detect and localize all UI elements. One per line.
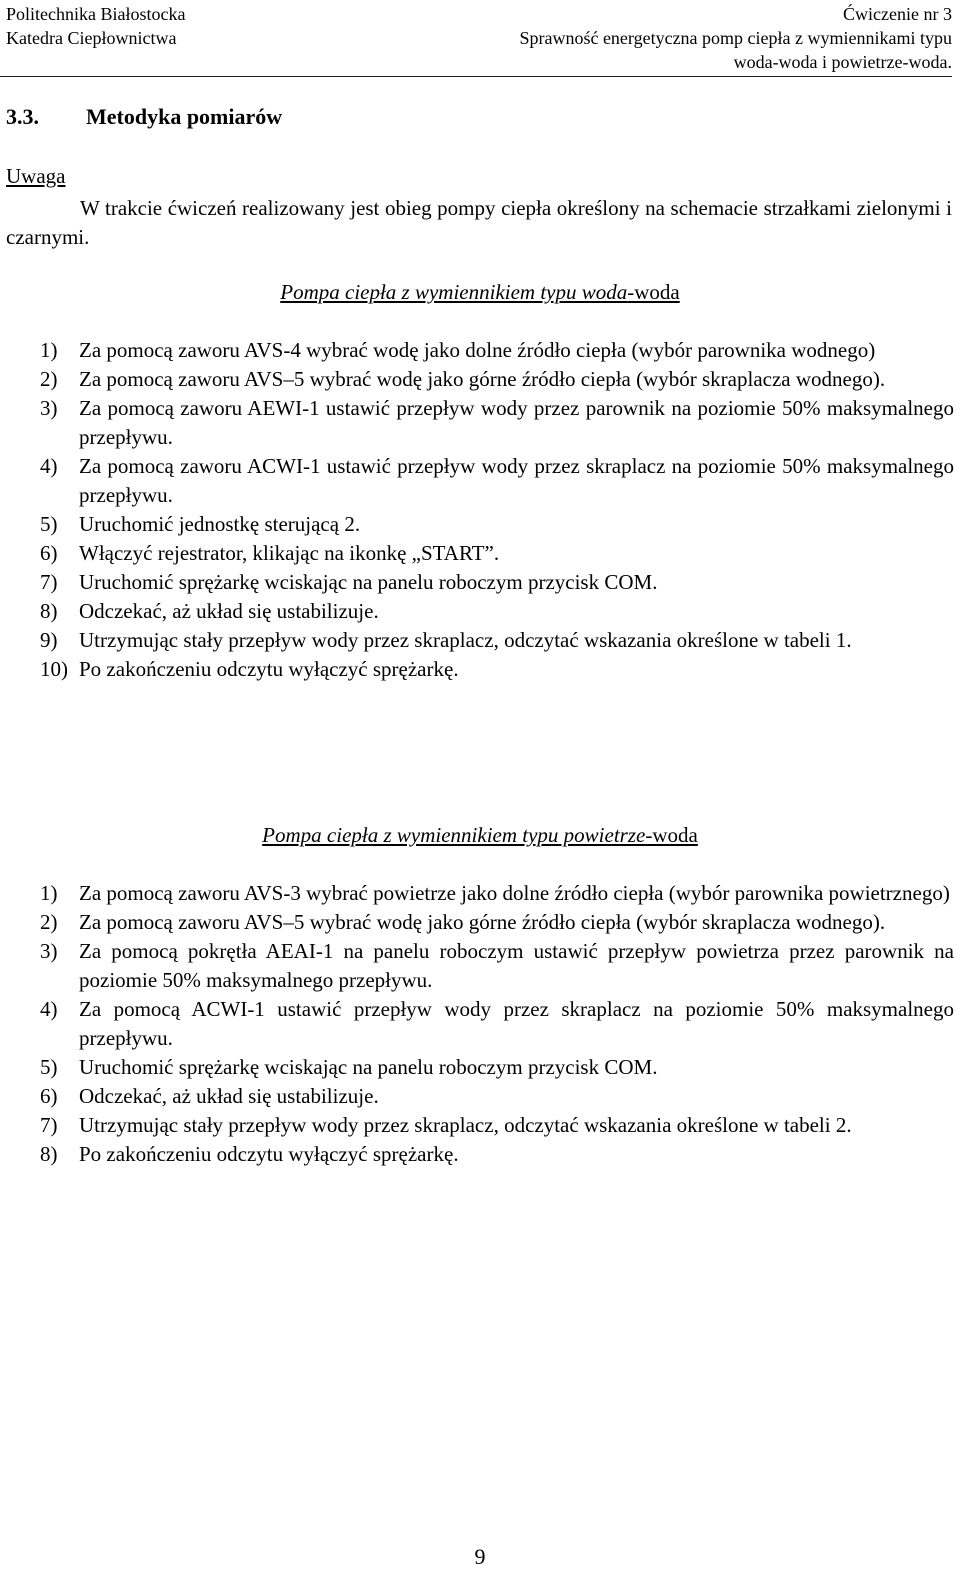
air-water-heading [0,823,960,848]
list-item [40,995,954,1053]
university-name: Politechnika Białostocka [6,4,186,24]
page-header [6,2,952,74]
list-item [40,394,954,452]
step-number: 1) [40,881,58,905]
step-text: Odczekać, aż układ się ustabilizuje. [79,1084,379,1108]
step-text: Za pomocą zaworu AVS-4 wybrać wodę jako dolne źródło ciepła (wybór parownika wodnego) [79,338,876,362]
step-number: 3) [40,939,58,963]
step-number: 4) [40,997,58,1021]
list-item [40,597,954,626]
list-item [40,452,954,510]
exercise-title-line-2: woda-woda i powietrze-woda. [733,52,952,72]
step-number: 3) [40,396,58,420]
step-text: Za pomocą zaworu ACWI-1 ustawić przepływ wody przez skraplacz na poziomie 50% maksymalnego przepływu. [79,454,954,507]
step-number: 7) [40,1113,58,1137]
header-right [519,2,952,74]
step-number: 8) [40,1142,58,1166]
step-number: 9) [40,628,58,652]
note-label: Uwaga [6,164,66,188]
list-item [40,1111,954,1140]
step-number: 5) [40,1055,58,1079]
list-item [40,1053,954,1082]
air-water-steps [40,879,954,1169]
step-text: Za pomocą zaworu AEWI-1 ustawić przepływ wody przez parownik na poziomie 50% maksymalnego przepływu. [79,396,954,449]
step-number: 10) [40,657,68,681]
step-text: Odczekać, aż układ się ustabilizuje. [79,599,379,623]
step-number: 8) [40,599,58,623]
section-title: Metodyka pomiarów [86,104,283,129]
water-water-heading [0,280,960,305]
step-text: Po zakończeniu odczytu wyłączyć sprężarkę. [79,1142,459,1166]
header-divider [0,76,952,77]
step-text: Za pomocą pokrętła AEAI-1 na panelu roboczym ustawić przepływ powietrza przez parownik na poziomie 50% maksymalnego przepływu. [79,939,954,992]
list-item [40,568,954,597]
list-item [40,336,954,365]
note-text: W trakcie ćwiczeń realizowany jest obieg pompy ciepła określony na schemacie strzałkami zielonymi i czarnymi. [6,196,952,249]
water-water-heading-italic: Pompa ciepła z wymiennikiem typu woda [280,280,628,304]
step-text: Uruchomić jednostkę sterującą 2. [79,512,361,536]
step-number: 6) [40,541,58,565]
step-text: Za pomocą zaworu AVS-3 wybrać powietrze jako dolne źródło ciepła (wybór parownika powietrznego) [79,881,950,905]
step-text: Po zakończeniu odczytu wyłączyć sprężarkę. [79,657,459,681]
step-text: Uruchomić sprężarkę wciskając na panelu roboczym przycisk COM. [79,1055,658,1079]
page-number: 9 [474,1544,486,1569]
list-item [40,655,954,684]
list-item [40,1140,954,1169]
list-item [40,539,954,568]
list-item [40,908,954,937]
exercise-title-line-1: Sprawność energetyczna pomp ciepła z wymiennikami typu [519,28,952,48]
department-name: Katedra Ciepłownictwa [6,28,177,48]
list-item [40,510,954,539]
step-text: Uruchomić sprężarkę wciskając na panelu roboczym przycisk COM. [79,570,658,594]
list-item [40,1082,954,1111]
water-water-steps [40,336,954,684]
step-number: 6) [40,1084,58,1108]
section-number: 3.3. [6,104,39,129]
section-heading [6,104,282,130]
list-item [40,937,954,995]
air-water-heading-italic: Pompa ciepła z wymiennikiem typu powietrze [262,823,646,847]
step-number: 2) [40,910,58,934]
step-text: Za pomocą zaworu AVS–5 wybrać wodę jako górne źródło ciepła (wybór skraplacza wodnego). [79,367,886,391]
water-water-heading-suffix: -woda [627,280,680,304]
step-number: 5) [40,512,58,536]
step-number: 7) [40,570,58,594]
step-number: 1) [40,338,58,362]
list-item [40,365,954,394]
step-text: Za pomocą zaworu AVS–5 wybrać wodę jako górne źródło ciepła (wybór skraplacza wodnego). [79,910,886,934]
header-left [6,2,185,50]
step-number: 4) [40,454,58,478]
list-item [40,626,954,655]
step-text: Utrzymując stały przepływ wody przez skraplacz, odczytać wskazania określone w tabeli 1. [79,628,852,652]
air-water-heading-suffix: -woda [645,823,698,847]
step-text: Utrzymując stały przepływ wody przez skraplacz, odczytać wskazania określone w tabeli 2. [79,1113,852,1137]
step-number: 2) [40,367,58,391]
exercise-number: Ćwiczenie nr 3 [843,4,952,24]
step-text: Włączyć rejestrator, klikając na ikonkę „START”. [79,541,500,565]
list-item [40,879,954,908]
step-text: Za pomocą ACWI-1 ustawić przepływ wody przez skraplacz na poziomie 50% maksymalnego przepływu. [79,997,954,1050]
